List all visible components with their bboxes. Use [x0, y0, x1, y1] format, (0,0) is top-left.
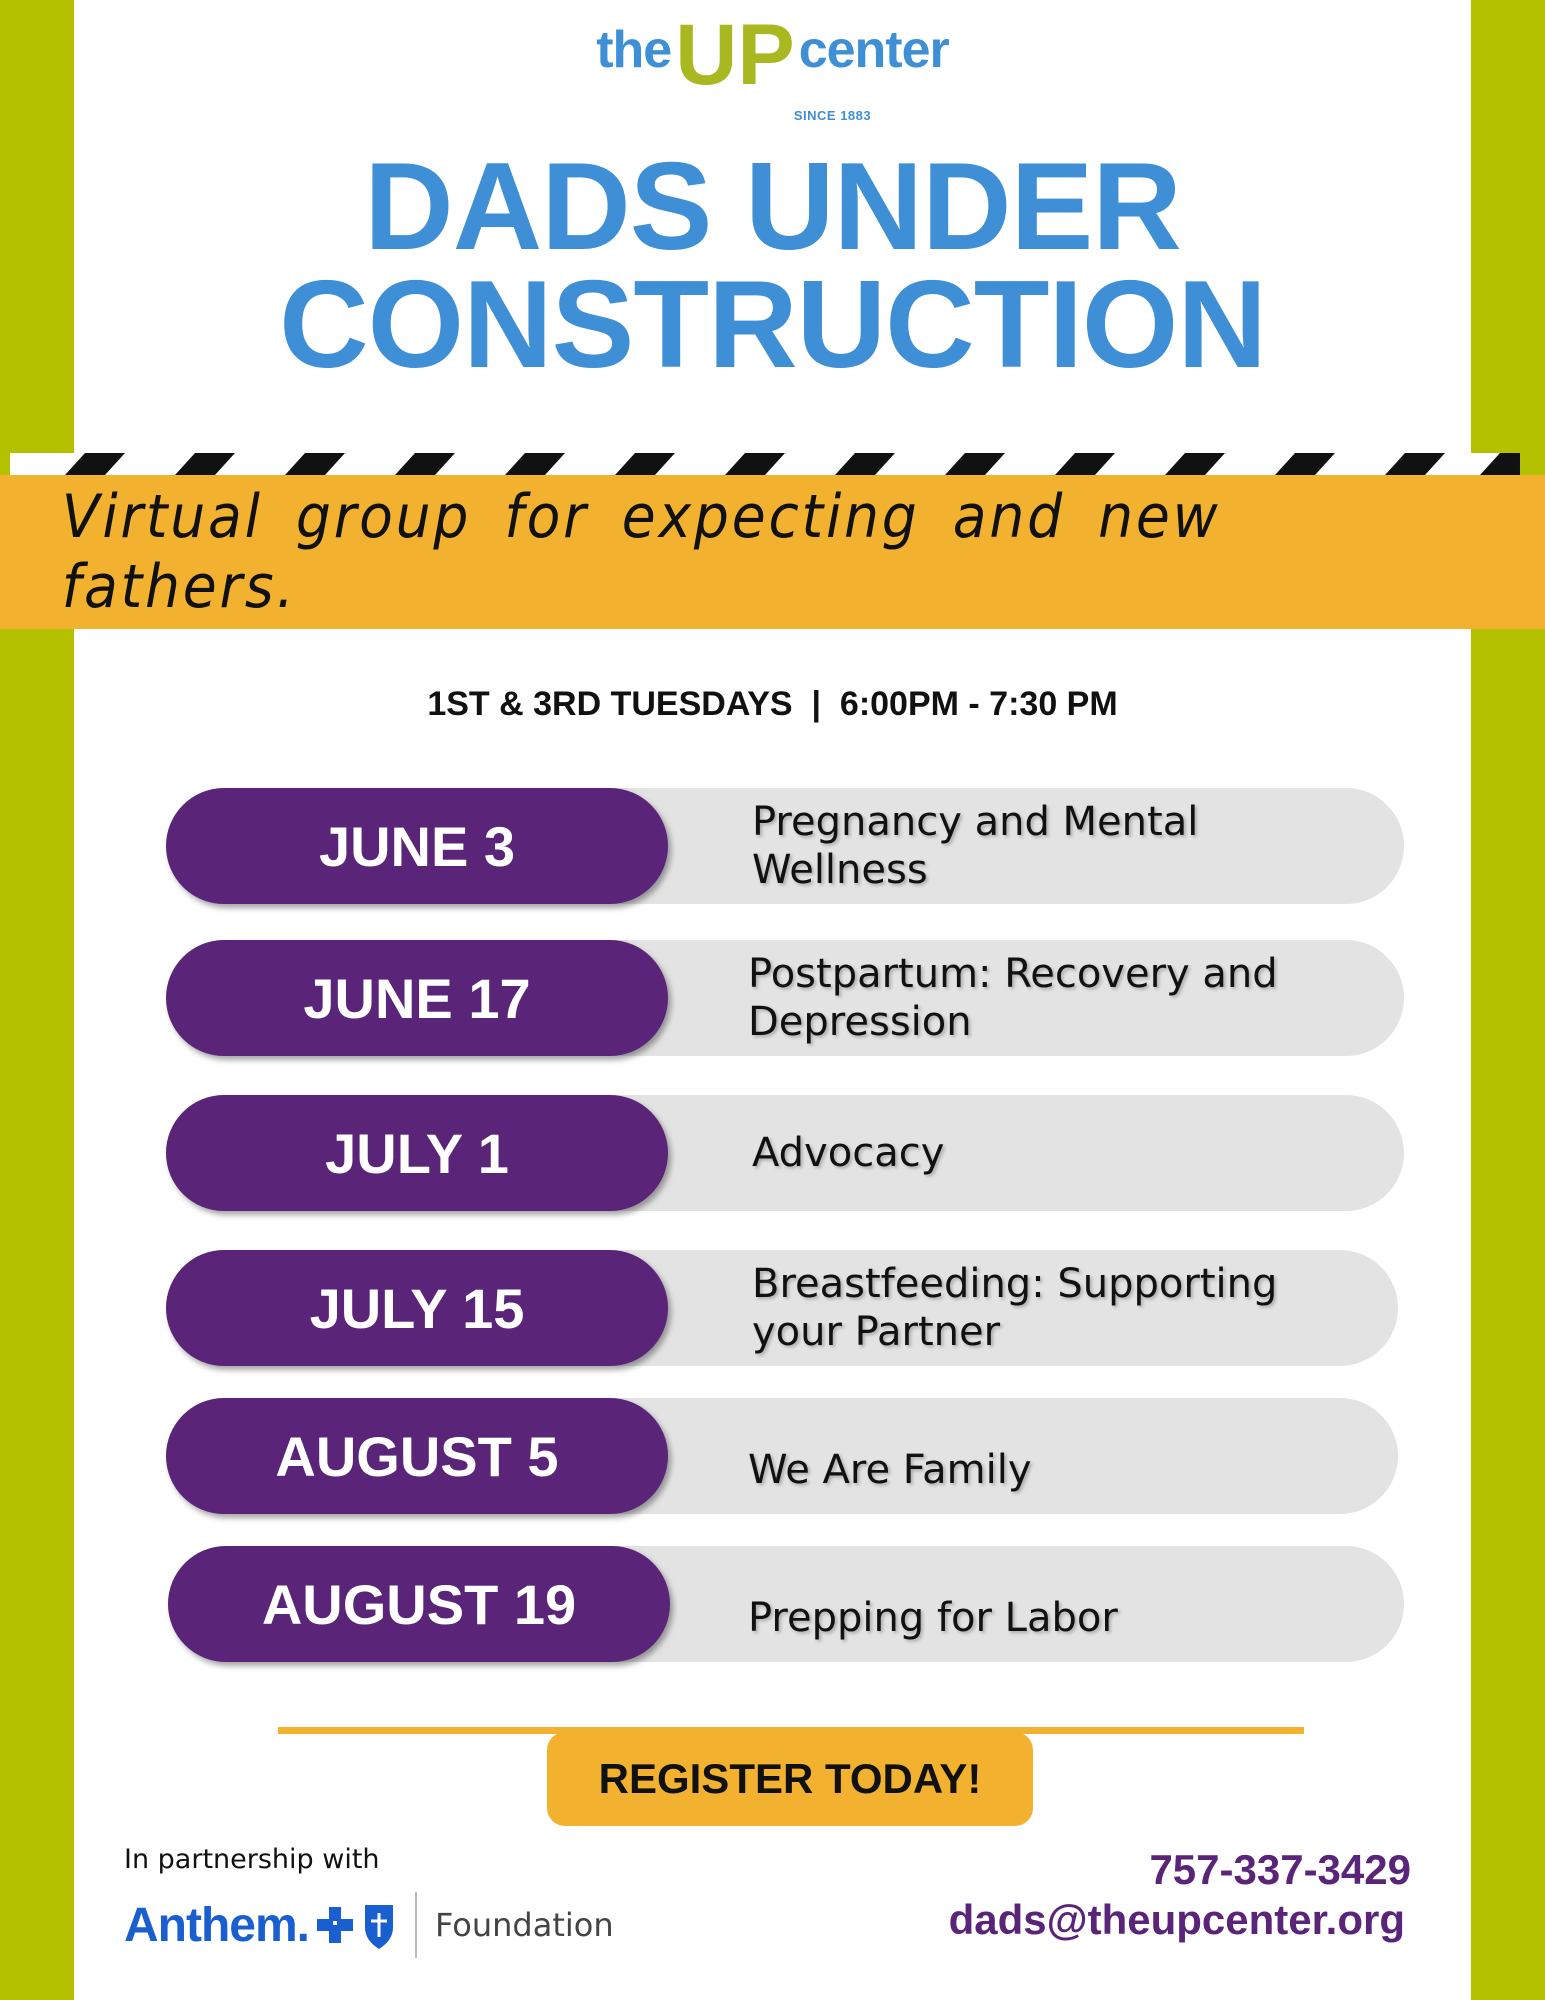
foundation-label: Foundation: [435, 1906, 614, 1944]
session-date: AUGUST 5: [166, 1398, 668, 1514]
anthem-foundation-logo: [124, 1892, 614, 1958]
title-line-2: CONSTRUCTION: [279, 256, 1266, 394]
register-button[interactable]: REGISTER TODAY!: [547, 1732, 1033, 1826]
page-title: [74, 138, 1471, 394]
session-date: JUNE 3: [166, 788, 668, 904]
partner-label: In partnership with: [124, 1844, 380, 1875]
session-row: [168, 1546, 1404, 1662]
session-row: [166, 940, 1404, 1056]
session-topic: Breastfeeding: Supporting your Partner: [752, 1261, 1278, 1355]
blue-cross-shield-icon: [315, 1899, 399, 1951]
session-row: [166, 1095, 1404, 1211]
session-date: JUNE 17: [166, 940, 668, 1056]
session-row: [166, 1250, 1398, 1366]
session-topic: Advocacy: [752, 1130, 945, 1176]
logo-divider: [415, 1892, 417, 1958]
tagline-text: Virtual group for expecting and new fathers.: [61, 482, 1221, 622]
session-topic: We Are Family: [748, 1447, 1032, 1493]
logo-center: center: [798, 21, 949, 79]
session-topic: Pregnancy and Mental Wellness: [752, 799, 1199, 893]
session-date: JULY 1: [166, 1095, 668, 1211]
up-center-logo: [0, 7, 1545, 123]
contact-phone[interactable]: 757-337-3429: [1149, 1846, 1411, 1893]
right-green-bar: [1471, 0, 1545, 2000]
session-row: [166, 788, 1404, 904]
caution-stripe: [10, 453, 1520, 475]
title-line-1: DADS UNDER: [364, 138, 1181, 276]
logo-the: the: [596, 21, 672, 79]
tagline-banner: [0, 475, 1545, 629]
session-row: [166, 1398, 1398, 1514]
session-date: AUGUST 19: [168, 1546, 670, 1662]
logo-since: SINCE 1883: [793, 108, 872, 123]
logo-up: UP: [675, 7, 795, 103]
session-topic: Postpartum: Recovery and Depression: [748, 951, 1278, 1045]
left-green-bar: [0, 0, 74, 2000]
session-date: JULY 15: [166, 1250, 668, 1366]
schedule-info: 1ST & 3RD TUESDAYS | 6:00PM - 7:30 PM: [427, 685, 1118, 723]
session-topic: Prepping for Labor: [748, 1595, 1118, 1641]
anthem-name: Anthem.: [124, 1898, 309, 1952]
contact-email[interactable]: dads@theupcenter.org: [948, 1896, 1405, 1943]
